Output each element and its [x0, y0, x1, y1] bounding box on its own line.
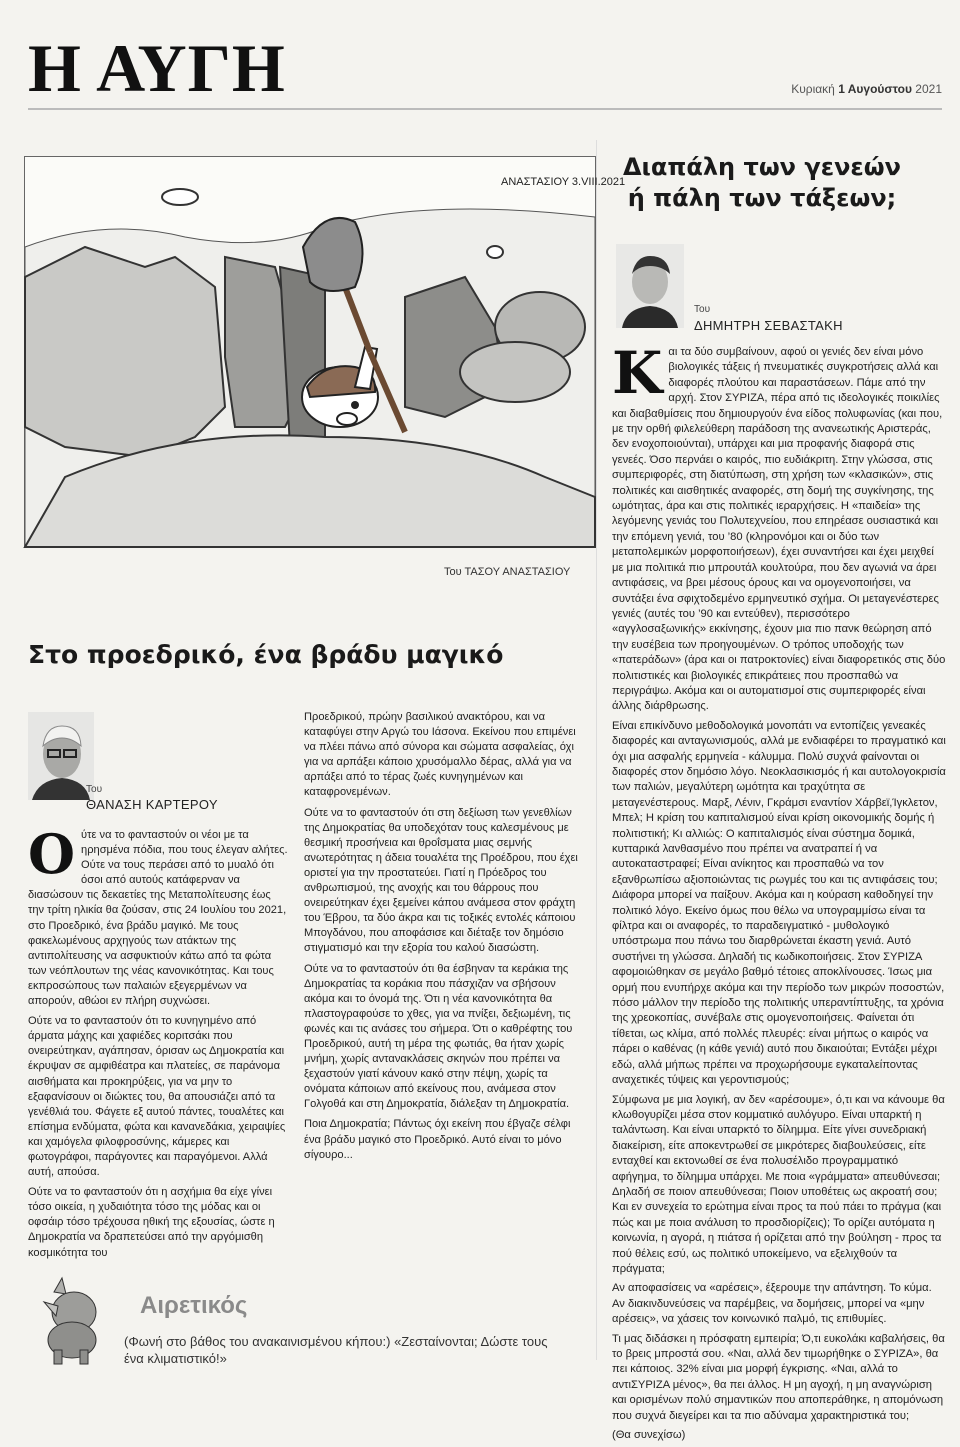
dropcap: Κ [612, 339, 663, 407]
cartoon-credit-name: ΤΑΣΟΥ ΑΝΑΣΤΑΣΙΟΥ [464, 566, 571, 578]
right-article-author: ΔΗΜΗΤΡΗ ΣΕΒΑΣΤΑΚΗ [694, 318, 843, 333]
cartoon-signature: ΑΝΑΣΤΑΣΙΟΥ 3.VIII.2021 [501, 176, 626, 188]
cartoon-credit-prefix: Του [444, 566, 462, 578]
paragraph: Προεδρικού, πρώην βασιλικού ανακτόρου, και να καταφύγει στην Αργώ του Ιάσονα. Εκείνου που επιμένει να πλέει πάνω από σύνορα και σώματα ασφαλείας, όχι για να αρπάξει κάποιο χρυσόμαλλο δέρας, αλλά για να αρπάξει από το τέρας ζωές κυνηγημένων και καταφρονεμένων. [304, 711, 576, 799]
right-article-headline: Διαπάλη των γενεών ή πάλη των τάξεων; [622, 153, 901, 212]
paragraph: Είναι επικίνδυνο μεθοδολογικά μονοπάτι να εντοπίζεις γενεακές διαφορές και ανταγωνισμούς, αλλά με ενδιαφέρει το πραγματικό και όχι μια ασφαλής ερμηνεία - κάλυμμα. Πολύ συχνά φαίνονται οι διαφορές στον δημόσιο λόγο. Νεοκλασικισμός ή και αυτολογοκρισία των παλιών, μεγαλύτερη ωμότητα και τραχύτητα σε μεταγενέστερους. Μαρξ, Λένιν, Γκράμσι εναντίον Χάρβεϊ,Ίγκλετον, Μπελ; Η κρίση του καπιταλισμού είναι κρίση οικονομικής δομής ή πολιτιστική; Κι αλλιώς: Ο καπιταλισμός είναι σύστημα δομικά, κυτταρικά λανθασμένο που πρέπει να ανατραπεί ή να αυτοκαταστραφεί; Είναι ανίκητος και προσπαθώ να τον εξανθρωπίσω αξιοποιώντας τις ρωγμές του και τις αντιφάσεις του; Διάφορα μπορεί να παίξουν. Ακόμα και η κούραση καθοδηγεί την πολιτικό λόγο. Εκείνο όμως που θέλω να υπογραμμίσω είναι τα φίλτρα και οι αναφορές, το παραδειγματικό - μυθολογικό υπόστρωμα που πάνω του διαρθρώνεται έκαστη γενιά. Αυτό συστήνει τη γλώσσα. Δηλαδή τις κωδικοποιήσεις. Στον ΣΥΡΙΖΑ αφομοιώθηκαν σε μεγάλο βαθμό τέτοιες αποκλίνουσες. Ίσως μια ορμή που ενυπήρχε ακόμα και την περίοδο των μικρών ποσοστών, πόσο μάλλον την περίοδο της πολιτικής υπεραντίπτυξης, τα χρόνια της χρεοκοπίας, συνέβαλε στις ομογενοποιήσεις. Φαίνεται ότι τίθεται, ως κλίμα, από πολλές πλευρές: είναι μήπως ο καιρός να πάρει ο καθένας (η κάθε γενιά) αυτό που δικαιούται; Εντάξει μέχρι εδώ, αλλά μήπως πρέπει να προχωρήσουμε εγκαταλείποντας αναχετικές τύψεις και γεροντισμούς; [612, 719, 946, 1087]
paragraph: Ούτε να το φανταστούν ότι θα έσβηναν τα κεράκια της Δημοκρατίας τα κοράκια που πάσχιζαν να σβήσουν ακόμα και το όνομά της. Ότι η νέα κανονικότητα θα πλαστογραφούσε το χθες, για να πνίξει, δεξιωμένη, τις φωνές και τις ανάσες του σήμερα. Ότι ο καθρέφτης του Προεδρικού, αυτή τη μέρα της φωτιάς, θα ήταν χωρίς μνήμη, χωρίς αντανακλάσεις σκηνών που πρέπει να ξεχαστούν γιατί κάνουν κακό στην πέψη, χωρίς τα ονόματα κάποιων από εκείνους που, ανάμεσα στον Γολγοθά και στη Δημοκρατία, διάλεξαν τη Δημοκρατία. [304, 962, 573, 1111]
paragraph-text: αι τα δύο συμβαίνουν, αφού οι γενιές δεν είναι μόνο βιολογικές τάξεις ή πνευματικές συγκροτήσεις αλλά και διαφορές πλούτου και παραστάσεων. Πάμε από την αρχή. Στον ΣΥΡΙΖΑ, πέρα από τις ιδεολογικές ποικιλίες και διαβαθμίσεις που δημιουργούν ένα είδος πολυφωνίας (και που, με την ορθή φιλελεύθερη παράδοση της ανανεωτικής Αριστεράς, δεν ενοχοποιούνται), υπάρχει και μια προφανής διαφορά στις γενεές. Όσο περνάει ο καιρός, πιο ευδιάκριτη. Στην γλώσσα, στις συμπεριφορές, στη διατύπωση, στη χρήση των «κλασικών», στις πολιτικές και αισθητικές αναφορές, στη δομή της συγκίνησης, της ωμότητας, άρα και στις πολιτικές ιεραρχήσεις. Η «παιδεία» της λεγόμενης γενιάς του Πολυτεχνείου, που επηρέασε ουσιαστικά και την επόμενη γενιά, του ’80 (κληρονόμοι και οι δύο των μεταπολεμικών μορφοποιήσεων), έχει συναντήσει και έχει μειχθεί με μια πολιτικά πιο μπρουτάλ κουλτούρα, που δεν αγωνιά να άρει αντιφάσεις, να βρει μέσους όρους και να ομογενοποιήσει, να συντάξει ένα σφιχτοδεμένο ερμηνευτικό σχήμα. Οι μεταγενέστερες γενιές (αυτές του ’90 και εντεύθεν), περισσότερο «αγγλοσαξωνικής» εκκίνησης, έχουν μια πιο πανκ θεώρηση από την ευσέβεια των προηγουμένων. Ο τρόπος υποδοχής των «πατεράδων» (άρα και οι πατροκτονίες) είναι διαφορετικός στις δύο πολιτιστικές και βιολογικές επικράτειες που προσπαθώ να περιγράψω. Ακόμα και οι αυτοματισμοί στις συμπεριφορές είναι άλλης διάρθρωσης. [612, 346, 946, 713]
right-article-body [612, 339, 946, 1447]
paragraph: Σύμφωνα με μια λογική, αν δεν «αρέσουμε», ό,τι και να κάνουμε θα κλωθογυρίζει μέσα στον κομματικό αυλόγυρο. Είναι υπαρκτή η ταλάντωση. Και είναι υπαρκτό το δίλημμα. Είτε γίνει συνεδριακή διακείριση, είτε αποκεντρωθεί σε μικρότερες διαβουλεύσεις, είτε ενταχθεί και εκτονωθεί σε ένα πολυσέλιδο προγραμματικό αφήγημα, το δίλημμα υπάρχει. Με ποια «γράμματα» απευθύνεσαι; Δηλαδή σε ποιον απευθύνεσαι; Ποιον υποθέτεις ως ακροατή σου; Και εν συνεχεία το ερώτημα είναι προς τα πού πάει το πράγμα (και πώς και με ποια ανάλυση το προσδιορίζεις); Το ορίζει αυτόματα η κοινωνία, η αγορά, η πιάτσα ή ορίζεται από την βούληση - προς τα πού θέλεις εσύ, ως πολιτικό υποκείμενο, να εξελιχθούν τα πράγματα; [612, 1093, 945, 1275]
cartoon-credit [444, 566, 570, 578]
cartoon-drawing [25, 157, 626, 547]
paragraph: Αν αποφασίσεις να «αρέσεις», έξερουμε την απάντηση. Το κύμα. Αν διακινδυνεύσεις να παρέμβεις, να δομήσεις, μπορεί να «μην αρέσεις», να χάσεις τον κοινωνικό παλμό, τις επιθυμίες. [612, 1282, 932, 1326]
left-article-headline: Στο προεδρικό, ένα βράδυ μαγικό [28, 640, 504, 669]
cartoon [24, 156, 626, 548]
column-divider [596, 140, 597, 1360]
date-year: 2021 [915, 82, 942, 96]
right-article-by: Του [694, 304, 711, 315]
column-text: (Φωνή στο βάθος του ανακαινισμένου κήπου:) «Ζεσταίνονται; Δώστε τους ένα κλιματιστικό!» [124, 1334, 548, 1366]
paragraph: Τι μας διδάσκει η πρόσφατη εμπειρία; Ό,τι ευκολάκι καβαλήσεις, θα το βρεις μπροστά σου. «Ναι, αλλά δεν τιμωρήθηκε ο ΣΥΡΙΖΑ», θα πει κάποιος. 32% είναι μια μορφή έγκρισης. «Ναι, αλλά το αντιΣΥΡΙΖΑ μένος», θα πει άλλος. Η μη αγοχή, η μη αναγνώριση και ορισμένων πολύ σημαντικών που αποπεράθηκε, η απομόνωση που συχνά διεγείρει και τα πιο αδύναμα χαρακτηριστικά του; [612, 1332, 945, 1422]
paragraph [612, 339, 946, 715]
rhino-icon [36, 1272, 106, 1364]
masthead-title: Η ΑΥΓΗ [28, 30, 286, 106]
paragraph [28, 822, 288, 1009]
date-main: 1 Αυγούστου [838, 82, 912, 96]
left-article-column-2 [304, 710, 580, 1168]
portrait-icon [616, 244, 684, 328]
paragraph: Ποια Δημοκρατία; Πάντως όχι εκείνη που έβγαζε σέλφι ένα βράδυ μαγικό στο Προεδρικό. Αυτό είναι το μόνο σίγουρο... [304, 1118, 571, 1161]
issue-date [791, 82, 942, 96]
masthead-rule [28, 108, 942, 110]
paragraph: Ούτε να το φανταστούν ότι η ασχήμια θα είχε γίνει τόσο οικεία, η χυδαιότητα τόσο της μόδας και οι οφσάιρ τόσο τρέχουσα ηθική της εξουσίας, ώστε η Δημοκρατία να δραπετεύσει από την αργόμισθη κοσμικότητα του [28, 1186, 275, 1259]
left-article-author: ΘΑΝΑΣΗ ΚΑΡΤΕΡΟΥ [86, 797, 218, 812]
paragraph: (Θα συνεχίσω) [612, 1429, 686, 1442]
column-title: Αιρετικός [140, 1292, 248, 1319]
left-article-by: Του [86, 784, 103, 795]
paragraph: Ούτε να το φανταστούν ότι το κυνηγημένο από άρματα μάχης και χαφιέδες κοριτσάκι που ονειρεύτηκαν, αγάπησαν, όρισαν ως Δημοκρατία και έκρυψαν σε αμφιθέατρα και πλατείες, σε παράνομα αισθήματα και προκηρύξεις, για να μην το εξαφανίσουν οι διώκτες του, θα απουσιάζει από τα γενέθλιά του. Φάγετε εξ αυτού πάντες, τουαλέτες και επίσημα ενδύματα, φώτα και κανανεδάκια, χειραψίες και χαμόγελα φιλοφροσύνης, κάμερες και φωτογράφοι, παράγοντες και παραγόμενοι. Αλλά αυτή, απούσα. [28, 1015, 286, 1179]
left-article-column-1 [28, 822, 288, 1266]
author-photo-karterou [28, 712, 94, 800]
author-photo-sevastakis [616, 244, 684, 328]
date-day: Κυριακή [791, 82, 835, 96]
portrait-icon [28, 712, 94, 800]
dropcap: Ο [28, 822, 76, 886]
paragraph-text: ύτε να το φανταστούν οι νέοι με τα ηρησμένα πόδια, που τους έλεγαν αλήτες. Ούτε να τους περάσει από το μυαλό ότι όσοι από αυτούς κατάφερναν να διασώσουν τις δεκαετίες της Μεταπολίτευσης έως την τρίτη ηλικία θα ζούσαν, στις 24 Ιουλίου του 2021, στο Προεδρικό, ένα βράδυ μαγικό. Με τους φακελωμένους αρχηγούς των ατάκτων της αντιπολίτευσης να ασφυκτιούν κάτω από τα φώτα των νεόπλουτων της νέας κανονικότητας. Και τους εκπροσώπους των παλαιών εξεγερμένων να απορούν, αθώοι εν πλήρη συχνώσει. [28, 829, 288, 1008]
paragraph: Ούτε να το φανταστούν ότι στη δεξίωση των γενεθλίων της Δημοκρατίας θα υποδεχόταν τους καλεσμένους με θεσμική προσήνεια και θροΐσματα μιας σεμνής ανωτερότητας η άδεια τουαλέτα της Προέδρου, που έχει οριστεί για την προστατεύει. Γιατί η Πρόεδρος του ανθρωπισμού, της ανοχής και του θάρρους που ονειρεύτηκαν έχει ξεμείνει κάπου ανάμεσα στον φράχτη του Έβρου, τα δύο άκρα και τις τοξικές εντολές κάποιου Μπογδάνου, που αποφάσισε και διέταξε τον δημόσιο στιγματισμό και την εξορία του καλού διασώστη. [304, 806, 578, 955]
